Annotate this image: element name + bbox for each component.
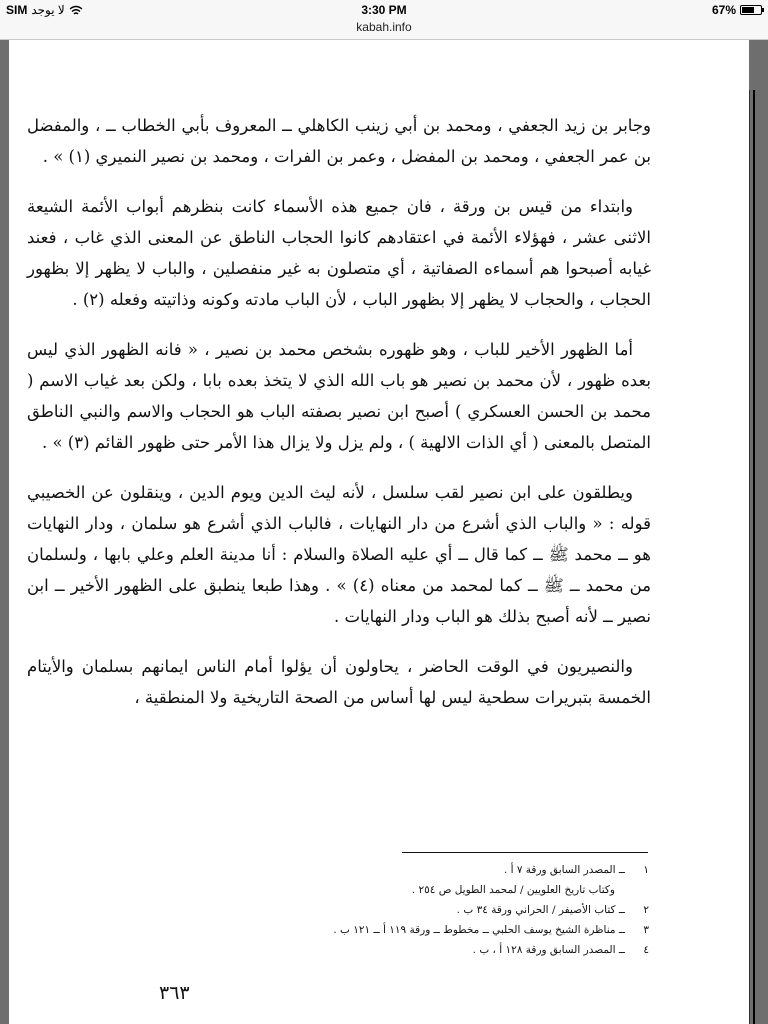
footnote-separator: [402, 852, 648, 853]
footnote-text: ــ المصدر السابق ورقة ١٢٨ أ ، ب .: [472, 944, 625, 956]
carrier-label: SIM: [6, 3, 28, 17]
clock: 3:30 PM: [361, 3, 407, 17]
paragraph: وجابر بن زيد الجعفي ، ومحمد بن أبي زينب الكاهلي ــ المعروف بأبي الخطاب ــ ، والمفضل بن عمر الجعفي ، ومحمد بن المفضل ، وعمر بن الفرات ، ومحمد بن نصير النميري (١) » .: [27, 116, 651, 166]
footnote-text: وكتاب تاريخ العلويين / لمحمد الطويل ص ٢٥٤ .: [411, 884, 615, 896]
battery-percent: 67%: [711, 3, 736, 17]
footnote-number: ٣: [643, 924, 649, 936]
footnote: [269, 920, 649, 940]
footnote: [269, 880, 649, 900]
page-number: ٣٦٣: [159, 982, 190, 1004]
status-bar: [0, 0, 768, 20]
footnote-text: ــ كتاب الأصيفر / الحراني ورقة ٣٤ ب .: [456, 904, 625, 916]
url-text[interactable]: kabah.info: [356, 20, 412, 34]
battery-icon: [740, 5, 762, 15]
footnote-text: ــ المصدر السابق ورقة ٧ أ .: [503, 864, 625, 876]
footnote-number: ٢: [643, 904, 649, 916]
paragraph: ويطلقون على ابن نصير لقب سلسل ، لأنه ليث الدين ويوم الدين ، وينقلون عن الخصيبي قوله : « والباب الذي أشرع من دار النهايات ، فالباب الذي أشرع هو سلمان ، ودار النهايات هو ــ محمد ﷺ ــ كما قال ــ أي عليه الصلاة والسلام : أنا مدينة العلم وعلي بابها ، ولسلمان من محمد ــ ﷺ ــ كما لمحمد من معناه (٤) » . وهذا طبعا ينطبق على الظهور الأخير ــ ابن نصير ــ لأنه أصبح بذلك هو الباب ودار النهايات .: [27, 483, 651, 626]
footnote: [269, 900, 649, 920]
page-border-inner: [749, 90, 750, 1024]
battery-fill: [742, 7, 754, 13]
page-border: [753, 90, 755, 1024]
main-text: [27, 110, 651, 732]
footnote-number: ٤: [643, 944, 649, 956]
document-viewport[interactable]: [0, 40, 768, 1024]
carrier-status: لا يوجد: [31, 3, 65, 17]
address-bar[interactable]: [0, 20, 768, 40]
footnote-text: ــ مناظرة الشيخ يوسف الحلبي ــ مخطوط ــ ورقة ١١٩ أ ــ ١٢١ ب .: [333, 924, 625, 936]
paragraph: والنصيريون في الوقت الحاضر ، يحاولون أن يؤلوا أمام الناس ايمانهم بسلمان والأيتام الخمسة بتبريرات سطحية ليس لها أساس من الصحة التاريخية ولا المنطقية ،: [27, 657, 651, 707]
footnotes: [269, 860, 649, 960]
footnote: [269, 860, 649, 880]
footnote-number: ١: [643, 864, 649, 876]
battery-status: [712, 3, 762, 17]
book-page: [9, 40, 749, 1024]
paragraph: أما الظهور الأخير للباب ، وهو ظهوره بشخص محمد بن نصير ، « فانه الظهور الذي ليس بعده ظهور ، لأن محمد بن نصير هو باب الله الذي لا يتخذ بعده بابا ، ولكن بعد غياب الاسم ( محمد بن الحسن العسكري ) أصبح ابن نصير بصفته الباب هو الحجاب والاسم والنبي الناطق المتصل بالمعنى ( أي الذات الالهية ) ، ولم يزل ولا يزال هذا الأمر حتى ظهور القائم (٣) » .: [27, 340, 652, 452]
paragraph: وابتداء من قيس بن ورقة ، فان جميع هذه الأسماء كانت بنظرهم أبواب الأئمة الشيعة الاثنى عشر ، فهؤلاء الأئمة في اعتقادهم كانوا الحجاب الناطق عن المعنى الذي غاب ، فعند غيابه أصبحوا هم أسماءه الصفاتية ، أي متصلون به غير منفصلين ، والباب لا يظهر إلا بظهور الحجاب ، والحجاب لا يظهر إلا بظهور الباب ، لأن الباب مادته وكونه وذاتيته وفعله (٢) .: [27, 197, 651, 309]
footnote: [269, 940, 649, 960]
